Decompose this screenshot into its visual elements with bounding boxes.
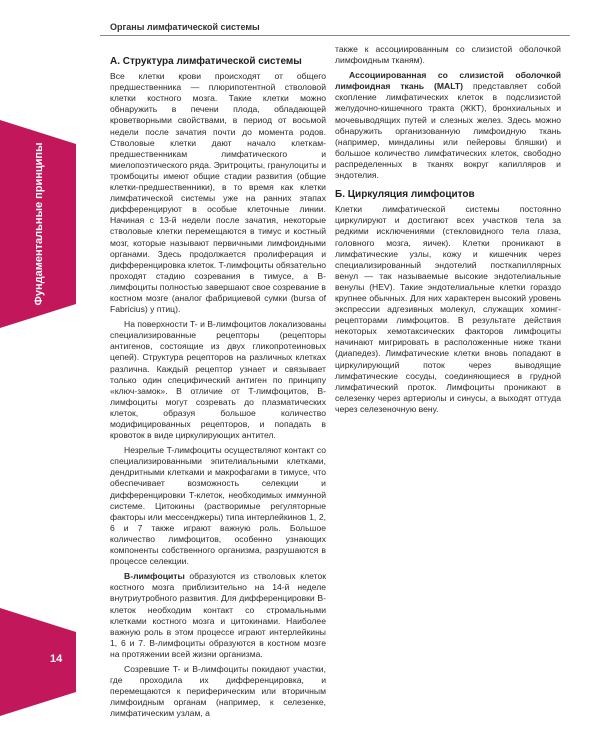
- paragraph: [335, 70, 561, 181]
- left-column: [110, 44, 326, 723]
- page-number-tab: [0, 608, 76, 716]
- term-malt: Ассоциированная со слизистой оболочкой лимфоидная ткань (MALT): [335, 70, 561, 92]
- paragraph-text: представляет собой скопление лимфатических клеток в подслизистой желудочно-кишечного тракта (ЖКТ), бронхиальных и мочевыводящих путей и слезных желез. Здесь можно обнаружить организованную лимфоидную ткань (например, миндалины или пейеровы бляшки) и большое количество лимфатических клеток, свободно распределенных в тканях вокруг капилляров и эндотелия.: [335, 81, 561, 181]
- section-heading-b: Б. Циркуляция лимфоцитов: [335, 189, 475, 201]
- paragraph: Созревшие T- и B-лимфоциты покидают участки, где проходила их дифференцировка, и перемещаются к периферическим или вторичным лимфоидным органам (например, к селезенке, лимфатическим узлам, а: [110, 663, 326, 719]
- paragraph: Все клетки крови происходят от общего предшественника — плюрипотентной стволовой клетки костного мозга. Такие клетки можно обнаружить в печени плода, обладающей кроветворными свойствами, в период от восьмой недели после зачатия почти до момента родов. Стволовые клетки дают начало клеткам-предшественникам лимфатического и миелопоэтического ряда. Эритроциты, гранулоциты и тромбоциты имеют общие стадии развития (общие клетки-предшественники), в то время как клетки лимфатической системы уже на ранних этапах дифференцируют в особые клеточные линии. Начиная с 13-й недели после зачатия, некоторые стволовые клетки перемещаются в тимус и костный мозг, которые называют первичными лимфоидными органами. Здесь продолжается пролиферация и дифференцировка клеток. T-лимфоциты обязательно проходят стадию созревания в тимусе, а B-лимфоциты полностью завершают свое созревание в костном мозге (аналог фабрициевой сумки (bursa of Fabricius) у птиц).: [110, 71, 327, 315]
- paragraph: [110, 571, 326, 660]
- section-tab-label: Фундаментальные принципы: [33, 142, 45, 306]
- paragraph: также к ассоциированным со слизистой оболочкой лимфоидным тканям).: [335, 44, 561, 66]
- paragraph: Клетки лимфатической системы постоянно циркулируют и достигают всех участков тела за редкими исключениями (стекловидного тела глаза, головного мозга, яичек). Клетки проникают в лимфатические узлы, кожу и кишечник через специализированный эндотелий посткапиллярных венул — так называемые высокие эндотелиальные венулы (HEV). Такие эндотелиальные клетки гораздо крупнее обычных. Для них характерен высокий уровень экспрессии адгезивных молекул, служащих хоминг-рецепторами лимфоцитов. В результате действия некоторых хемотаксических факторов лимфоциты начинают мигрировать в расположенные ниже ткани (диапедез). Лимфатические клетки вновь попадают в циркулирующий поток через выводящие лимфатические сосуды, соединяющиеся в грудной лимфатический проток. Лимфоциты проникают в селезенку через артериолы и синусы, а выходят оттуда через селезеночную вену.: [335, 204, 561, 414]
- page-number: 14: [50, 653, 63, 665]
- paragraph: На поверхности T- и B-лимфоцитов локализованы специализированные рецепторы (рецепторы антигенов, состоящие из двух гликопротеиновых цепей). Структура рецепторов на различных клетках различна. Каждый рецептор узнает и связывает только один специфический антиген по принципу «ключ-замок». В отличие от T-лимфоцитов, B-лимфоциты могут созревать до плазматических клеток, образуя большое количество модифицированных рецепторов, и попадать в кровоток в виде циркулирующих антител.: [110, 319, 326, 441]
- paragraph: Незрелые T-лимфоциты осуществляют контакт со специализированными эпителиальными клетками, дендритными клетками и макрофагами в тимусе, что обеспечивает возможность селекции и дифференцировки T-клеток, необходимых иммунной системе. Цитокины (растворимые регуляторные факторы или мессенджеры) типа интерлейкинов 1, 2, 6 и 7 также играют важную роль. Большое количество лимфоцитов, особенно узнающих компоненты собственного организма, разрушаются в процессе селекции.: [110, 445, 326, 567]
- right-column: [335, 44, 561, 419]
- paragraph-text: образуются из стволовых клеток костного мозга приблизительно на 14-й неделе внутриутробного развития. Для дифференцировки B-клеток необходим контакт со стромальными клетками костного мозга и цитокинами. Наиболее важную роль в этом процессе играют интерлейкины 1, 6 и 7. B-лимфоциты образуются в костном мозге на протяжении всей жизни организма.: [110, 571, 326, 659]
- running-header: [100, 20, 570, 36]
- term-b-lymphocytes: B-лимфоциты: [124, 571, 185, 582]
- running-title: Органы лимфатической системы: [110, 22, 260, 32]
- section-heading-a: А. Структура лимфатической системы: [110, 56, 302, 67]
